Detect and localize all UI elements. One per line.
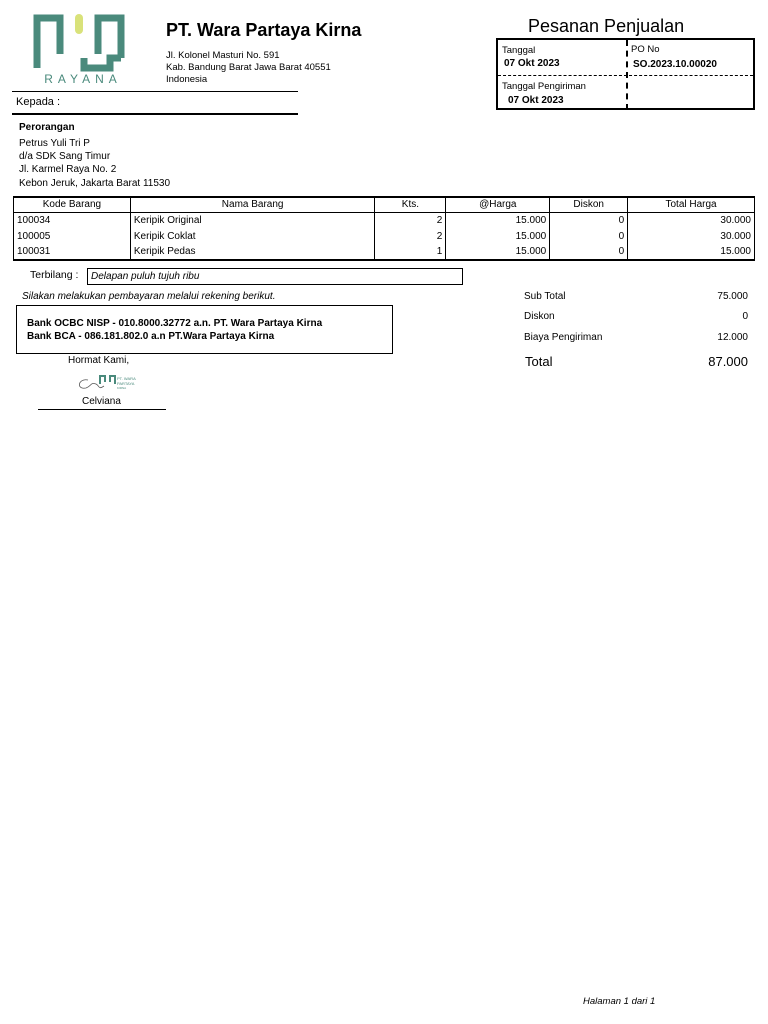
bank-info-box (16, 305, 393, 354)
signer-name: Celviana (82, 396, 121, 407)
stamp-text: KIRNA (117, 386, 127, 390)
column-header: Kode Barang (14, 197, 131, 212)
customer-address-line: d/a SDK Sang Timur (19, 151, 111, 162)
item-total: 30.000 (628, 228, 755, 244)
terbilang-label: Terbilang : (30, 269, 79, 281)
customer-name: Petrus Yuli Tri P (19, 138, 90, 149)
order-info-box (496, 38, 755, 110)
subtotal-label: Sub Total (524, 291, 566, 302)
item-total: 30.000 (628, 212, 755, 228)
table-row (14, 244, 755, 260)
document-title: Pesanan Penjualan (528, 16, 685, 36)
closing-text: Hormat Kami, (68, 355, 130, 366)
po-label: PO No (631, 44, 660, 55)
item-code: 100005 (14, 228, 131, 244)
customer-address-line: Kebon Jeruk, Jakarta Barat 11530 (19, 178, 171, 189)
item-price: 15.000 (446, 228, 550, 244)
column-header: @Harga (446, 197, 550, 212)
signature-line (38, 409, 166, 410)
company-address-line: Kab. Bandung Barat Jawa Barat 40551 (166, 62, 331, 73)
terbilang-text: Delapan puluh tujuh ribu (87, 268, 463, 285)
customer-address-line: Jl. Karmel Raya No. 2 (19, 164, 117, 175)
item-name: Keripik Original (130, 212, 375, 228)
column-header: Kts. (375, 197, 446, 212)
table-row (14, 228, 755, 244)
column-header: Nama Barang (130, 197, 375, 212)
stamp-text: PT. WARA (117, 376, 136, 381)
total-value: 87.000 (708, 354, 748, 369)
total-label: Total (525, 354, 553, 369)
divider (498, 75, 753, 76)
item-name: Keripik Coklat (130, 228, 375, 244)
column-header: Diskon (550, 197, 628, 212)
page-number: Halaman 1 dari 1 (583, 996, 656, 1007)
kepada-label: Kepada : (16, 96, 61, 108)
item-code: 100031 (14, 244, 131, 260)
bank-account-line: Bank OCBC NISP - 010.8000.32772 a.n. PT. Wara Partaya Kirna (27, 318, 323, 329)
payment-note: Silakan melakukan pembayaran melalui rekening berikut. (22, 291, 276, 302)
company-address-line: Jl. Kolonel Masturi No. 591 (166, 50, 280, 61)
item-name: Keripik Pedas (130, 244, 375, 260)
tanggal-value: 07 Okt 2023 (504, 58, 560, 69)
company-name: PT. Wara Partaya Kirna (166, 20, 362, 40)
diskon-label: Diskon (524, 311, 555, 322)
item-discount: 0 (550, 244, 628, 260)
item-qty: 2 (375, 212, 446, 228)
item-discount: 0 (550, 228, 628, 244)
customer-type: Perorangan (19, 122, 75, 133)
bank-account-line: Bank BCA - 086.181.802.0 a.n PT.Wara Partaya Kirna (27, 331, 275, 342)
stamp-text: PARTAYA (117, 381, 135, 386)
po-number: SO.2023.10.00020 (633, 59, 717, 70)
column-header: Total Harga (628, 197, 755, 212)
company-address-line: Indonesia (166, 74, 208, 85)
tanggal-label: Tanggal (502, 45, 536, 56)
item-qty: 1 (375, 244, 446, 260)
item-qty: 2 (375, 228, 446, 244)
item-price: 15.000 (446, 244, 550, 260)
subtotal-value: 75.000 (717, 291, 748, 302)
biaya-pengiriman-label: Biaya Pengiriman (524, 332, 603, 343)
signature-stamp (72, 372, 144, 394)
item-code: 100034 (14, 212, 131, 228)
divider (12, 113, 298, 115)
table-header-row (14, 197, 755, 212)
divider (12, 91, 298, 92)
tanggal-pengiriman-value: 07 Okt 2023 (508, 95, 564, 106)
item-discount: 0 (550, 212, 628, 228)
tanggal-pengiriman-label: Tanggal Pengiriman (502, 81, 586, 92)
logo-wordmark: RAYANA (44, 72, 122, 86)
biaya-pengiriman-value: 12.000 (717, 332, 748, 343)
item-price: 15.000 (446, 212, 550, 228)
table-row (14, 212, 755, 228)
items-table (13, 196, 755, 261)
diskon-value: 0 (742, 311, 748, 322)
item-total: 15.000 (628, 244, 755, 260)
